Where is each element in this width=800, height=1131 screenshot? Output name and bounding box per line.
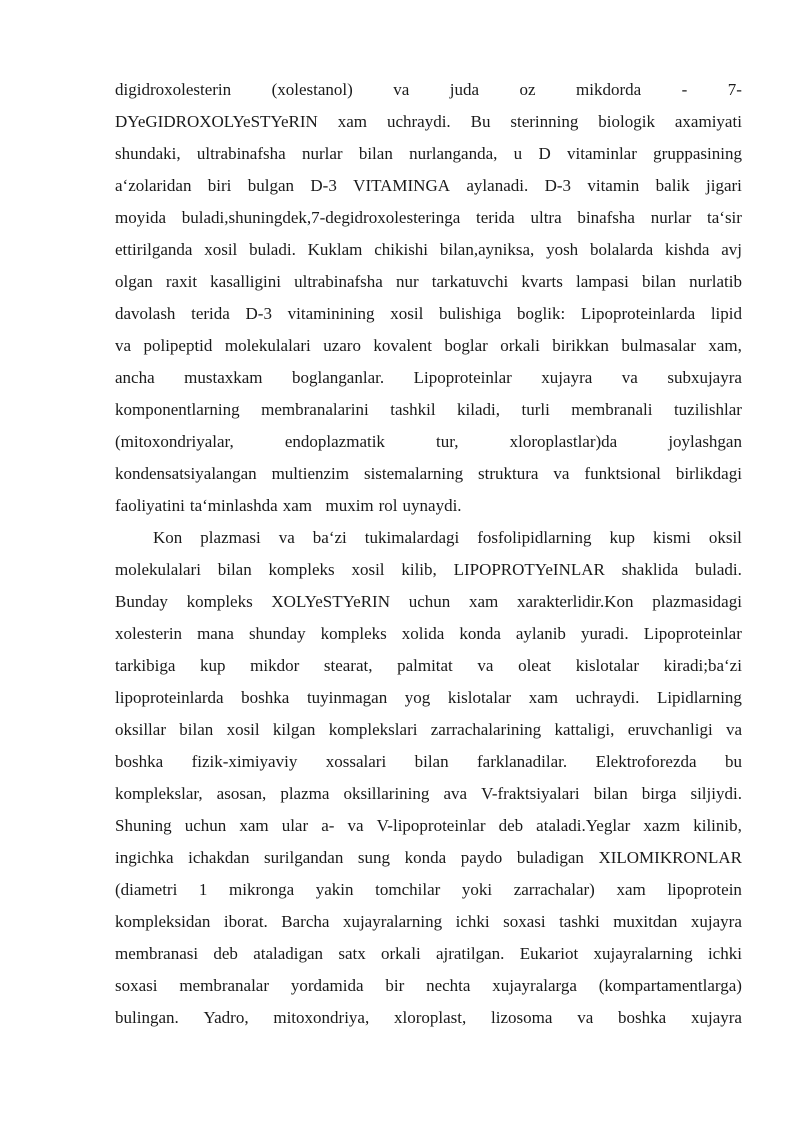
word: uchun: [184, 816, 227, 835]
word: u: [513, 144, 523, 163]
word: orkali: [381, 944, 421, 963]
word: kasalligini: [210, 272, 281, 291]
word: lampasi: [575, 272, 629, 291]
word: uchraydi.: [575, 688, 640, 707]
body-text: [115, 74, 742, 1034]
word: rol: [378, 496, 398, 515]
word: digidroxolesterin: [115, 80, 232, 99]
word: ta‘minlashda: [189, 496, 278, 515]
word: (diametri: [115, 880, 178, 899]
word: xujayra: [690, 912, 742, 931]
word: xujayralarga: [492, 976, 577, 995]
word: lipoprotein: [667, 880, 742, 899]
word: juda: [449, 80, 480, 99]
word: kompleks: [268, 560, 335, 579]
word: (kompartamentlarga): [598, 976, 742, 995]
word: tarkibiga: [115, 656, 176, 675]
word: bilan: [217, 560, 252, 579]
text-line: [115, 394, 742, 426]
word: chikishi: [374, 240, 429, 259]
word: membranasi: [115, 944, 199, 963]
word: V-fraktsiyalari: [481, 784, 580, 803]
word: buladi.: [249, 240, 296, 259]
word: xujayralarning: [342, 912, 443, 931]
word: buladigan: [516, 848, 584, 867]
word: aylanadi.: [466, 176, 529, 195]
word: surilgandan: [264, 848, 344, 867]
word: oz: [519, 80, 536, 99]
word: kup: [200, 656, 226, 675]
word: vitamin: [587, 176, 640, 195]
word: soxasi: [115, 976, 158, 995]
word: davolash: [115, 304, 176, 323]
word: shaklida: [621, 560, 679, 579]
word: molekulalari: [115, 560, 201, 579]
text-line: [115, 74, 742, 106]
word: biri: [207, 176, 232, 195]
word: kilib,: [401, 560, 437, 579]
word: va: [115, 336, 132, 355]
word: raxit: [165, 272, 198, 291]
word: vitaminlar: [567, 144, 637, 163]
word: tur,: [436, 432, 459, 451]
word: polipeptid: [143, 336, 213, 355]
word: joylashgan: [668, 432, 742, 451]
word: Lipidlarning: [656, 688, 742, 707]
word: ichakdan: [188, 848, 250, 867]
word: boglar: [444, 336, 488, 355]
word: xujayralarning: [593, 944, 693, 963]
word: yordamida: [290, 976, 364, 995]
word: boshka: [241, 688, 290, 707]
text-line: [115, 1002, 742, 1034]
word: uchraydi.: [386, 112, 451, 131]
word: va: [393, 80, 410, 99]
text-line: [115, 330, 742, 362]
word: uynaydi.: [402, 496, 462, 515]
word: palmitat: [397, 656, 453, 675]
word: zarrachalarining: [430, 720, 542, 739]
word: va: [477, 656, 494, 675]
word: yog: [404, 688, 431, 707]
word: deb: [213, 944, 238, 963]
word: ta‘sir: [707, 208, 742, 227]
word: Shuning: [115, 816, 172, 835]
word: a-: [321, 816, 335, 835]
word: plazmasi: [200, 528, 261, 547]
word: va: [725, 720, 742, 739]
word: xosil: [226, 720, 260, 739]
word: Lipoproteinlar: [413, 368, 512, 387]
word: buladi,shuningdek,7-degidroxolesteringa: [181, 208, 461, 227]
word: mikronga: [229, 880, 295, 899]
word: faoliyatini: [115, 496, 185, 515]
text-line: [115, 522, 742, 554]
text-line: [115, 202, 742, 234]
word: bilan: [414, 752, 449, 771]
word: bilan,ayniksa,: [439, 240, 535, 259]
word: biologik: [598, 112, 655, 131]
word: paydo: [460, 848, 503, 867]
word: kattaligi,: [554, 720, 615, 739]
text-line: [115, 842, 742, 874]
word: struktura: [478, 464, 539, 483]
word: kilinib,: [693, 816, 742, 835]
word: eruvchanligi: [627, 720, 713, 739]
word: sung: [357, 848, 391, 867]
word: tukimalardagi: [364, 528, 460, 547]
text-line: [115, 650, 742, 682]
word: va: [553, 464, 570, 483]
word: membranalar: [179, 976, 270, 995]
word: xazm: [643, 816, 681, 835]
word: ancha: [115, 368, 155, 387]
word: lizosoma: [491, 1008, 553, 1027]
word: sterinning: [510, 112, 579, 131]
word: xosil: [204, 240, 238, 259]
word: xujayra: [541, 368, 593, 387]
word: molekulalari: [224, 336, 311, 355]
word: farklanadilar.: [477, 752, 568, 771]
text-line: [115, 234, 742, 266]
word: kondensatsiyalangan: [115, 464, 257, 483]
word: (xolestanol): [271, 80, 353, 99]
text-line: [115, 138, 742, 170]
text-line: [115, 362, 742, 394]
word: mana: [197, 624, 234, 643]
word: terida: [191, 304, 230, 323]
word: vitaminining: [287, 304, 375, 323]
word: xam: [468, 592, 499, 611]
word: Barcha: [281, 912, 330, 931]
word: XILOMIKRONLAR: [598, 848, 742, 867]
word: kup: [609, 528, 636, 547]
text-line: [115, 970, 742, 1002]
word: kislotalar: [575, 656, 639, 675]
word: tuzilishlar: [673, 400, 742, 419]
text-line: [115, 810, 742, 842]
word: Kuklam: [307, 240, 363, 259]
word: sistemalarning: [363, 464, 464, 483]
word: nur: [395, 272, 419, 291]
word: xloroplast,: [394, 1008, 467, 1027]
word: satx: [338, 944, 366, 963]
word: D-3: [544, 176, 572, 195]
word: LIPOPROTYeINLAR: [453, 560, 605, 579]
word: -: [681, 80, 688, 99]
text-line: [115, 458, 742, 490]
word: bilan: [179, 720, 214, 739]
word: konda: [404, 848, 447, 867]
word: oksil: [708, 528, 742, 547]
text-line: [115, 106, 742, 138]
word: bulmasalar: [621, 336, 696, 355]
word: VITAMINGA: [353, 176, 451, 195]
word: ataladigan: [253, 944, 324, 963]
word: xossalari: [325, 752, 387, 771]
word: axamiyati: [674, 112, 742, 131]
word: nurlatib: [689, 272, 742, 291]
word: Bu: [470, 112, 491, 131]
word: va: [278, 528, 295, 547]
word: olgan: [115, 272, 153, 291]
word: komplekslar,: [115, 784, 203, 803]
word: bulingan.: [115, 1008, 179, 1027]
word: ingichka: [115, 848, 174, 867]
word: fizik-ximiyaviy: [191, 752, 298, 771]
word: ultrabinafsha: [196, 144, 286, 163]
word: shunday: [248, 624, 306, 643]
text-line: [115, 490, 742, 522]
word: mikdorda: [576, 80, 642, 99]
word: ataladi.Yeglar: [536, 816, 631, 835]
word: birlikdagi: [675, 464, 742, 483]
word: bu: [724, 752, 742, 771]
word: kislotalar: [447, 688, 512, 707]
word: xam: [337, 112, 368, 131]
word: DYeGIDROXOLYeSTYeRIN: [115, 112, 318, 131]
word: birga: [641, 784, 677, 803]
text-line: [115, 714, 742, 746]
word: xloroplastlar)da: [509, 432, 618, 451]
text-line: [115, 298, 742, 330]
word: siljiydi.: [690, 784, 742, 803]
word: terida: [476, 208, 515, 227]
word: ultrabinafsha: [294, 272, 383, 291]
word: XOLYeSTYeRIN: [271, 592, 390, 611]
word: mikdor: [250, 656, 300, 675]
word: Kon: [153, 528, 183, 547]
word: 1: [198, 880, 208, 899]
word: Elektroforezda: [595, 752, 697, 771]
word: bulgan: [247, 176, 295, 195]
word: xam: [616, 880, 646, 899]
word: orkali: [500, 336, 540, 355]
word: bilan: [593, 784, 628, 803]
word: xolida: [401, 624, 445, 643]
word: tuyinmagan: [306, 688, 388, 707]
word: ava: [443, 784, 468, 803]
word: subxujayra: [667, 368, 742, 387]
word: multienzim: [271, 464, 350, 483]
word: bilan: [358, 144, 393, 163]
word: deb: [498, 816, 524, 835]
word: membranali: [571, 400, 653, 419]
word: kismi: [653, 528, 691, 547]
word: xosil: [351, 560, 385, 579]
word: yakin: [315, 880, 354, 899]
word: iborat.: [223, 912, 268, 931]
word: kompleks: [186, 592, 253, 611]
word: funktsional: [584, 464, 661, 483]
word: oleat: [518, 656, 552, 675]
word: bilan: [641, 272, 676, 291]
text-line: [115, 170, 742, 202]
word: tashki: [559, 912, 600, 931]
word: xam: [239, 816, 269, 835]
word: xam: [528, 688, 559, 707]
word: uchun: [408, 592, 451, 611]
word: shundaki,: [115, 144, 181, 163]
word: mitoxondriya,: [273, 1008, 370, 1027]
word: nurlar: [650, 208, 692, 227]
word: (mitoxondriyalar,: [115, 432, 234, 451]
word: Yadro,: [203, 1008, 249, 1027]
word: plazma: [280, 784, 330, 803]
word: aylanib: [515, 624, 566, 643]
word: yosh: [546, 240, 579, 259]
word: boshka: [618, 1008, 667, 1027]
word: Bunday: [115, 592, 168, 611]
word: avj: [721, 240, 742, 259]
word: D-3: [310, 176, 337, 195]
word: tashkil: [390, 400, 436, 419]
word: boglanganlar.: [292, 368, 385, 387]
word: lipid: [710, 304, 742, 323]
word: jigari: [706, 176, 742, 195]
word: D-3: [245, 304, 272, 323]
word: soxasi: [503, 912, 546, 931]
word: D: [538, 144, 551, 163]
word: xujayra: [690, 1008, 742, 1027]
word: fosfolipidlarning: [477, 528, 592, 547]
word: komponentlarning: [115, 400, 240, 419]
word: nechta: [426, 976, 471, 995]
text-line: [115, 874, 742, 906]
text-line: [115, 554, 742, 586]
word: komplekslari: [328, 720, 418, 739]
word: tarkatuvchi: [431, 272, 509, 291]
word: boglik:: [517, 304, 566, 323]
word: xolesterin: [115, 624, 183, 643]
word: 7-: [727, 80, 742, 99]
word: ultra: [530, 208, 562, 227]
word: birikkan: [552, 336, 609, 355]
text-line: [115, 906, 742, 938]
word: xarakterlidir.Kon: [516, 592, 634, 611]
word: Lipoproteinlar: [643, 624, 742, 643]
word: plazmasidagi: [652, 592, 742, 611]
word: xam: [282, 496, 312, 515]
word: ajratilgan.: [435, 944, 505, 963]
word: ichki: [707, 944, 742, 963]
word: oksillar: [115, 720, 166, 739]
word: gruppasining: [653, 144, 742, 163]
word: ular: [281, 816, 309, 835]
word: turli: [521, 400, 550, 419]
word: nurlar: [301, 144, 343, 163]
word: oksillarining: [343, 784, 430, 803]
word: buladi.: [695, 560, 742, 579]
word: bir: [385, 976, 405, 995]
text-line: [115, 746, 742, 778]
word: membranalarini: [261, 400, 369, 419]
word: ettirilganda: [115, 240, 193, 259]
word: Lipoproteinlarda: [580, 304, 696, 323]
word: yoki: [461, 880, 493, 899]
word: kiladi,: [457, 400, 500, 419]
word: konda: [459, 624, 501, 643]
word: binafsha: [577, 208, 635, 227]
word: muxitdan: [613, 912, 678, 931]
word: kovalent: [373, 336, 432, 355]
word: va: [347, 816, 364, 835]
word: stearat,: [323, 656, 373, 675]
word: va: [577, 1008, 594, 1027]
word: a‘zolaridan: [115, 176, 192, 195]
word: muxim: [316, 496, 374, 515]
word: xosil: [390, 304, 424, 323]
word: nurlanganda,: [409, 144, 498, 163]
word: balik: [655, 176, 690, 195]
text-line: [115, 586, 742, 618]
text-line: [115, 778, 742, 810]
word: kvarts: [521, 272, 563, 291]
word: Eukariot: [519, 944, 579, 963]
word: ba‘zi: [312, 528, 347, 547]
word: kompleksidan: [115, 912, 211, 931]
word: boshka: [115, 752, 164, 771]
word: ichki: [455, 912, 490, 931]
word: uzaro: [323, 336, 361, 355]
word: V-lipoproteinlar: [376, 816, 486, 835]
word: asosan,: [216, 784, 267, 803]
word: va: [621, 368, 638, 387]
word: moyida: [115, 208, 166, 227]
word: kompleks: [320, 624, 387, 643]
word: mustaxkam: [184, 368, 263, 387]
word: kishda: [665, 240, 710, 259]
word: lipoproteinlarda: [115, 688, 224, 707]
word: endoplazmatik: [284, 432, 385, 451]
text-line: [115, 682, 742, 714]
word: zarrachalar): [513, 880, 595, 899]
word: kilgan: [272, 720, 316, 739]
word: xam,: [708, 336, 742, 355]
word: kiradi;ba‘zi: [663, 656, 742, 675]
text-line: [115, 618, 742, 650]
word: tomchilar: [375, 880, 441, 899]
word: bolalarda: [589, 240, 654, 259]
text-line: [115, 266, 742, 298]
text-line: [115, 426, 742, 458]
word: yuradi.: [580, 624, 629, 643]
word: bulishiga: [438, 304, 502, 323]
text-line: [115, 938, 742, 970]
